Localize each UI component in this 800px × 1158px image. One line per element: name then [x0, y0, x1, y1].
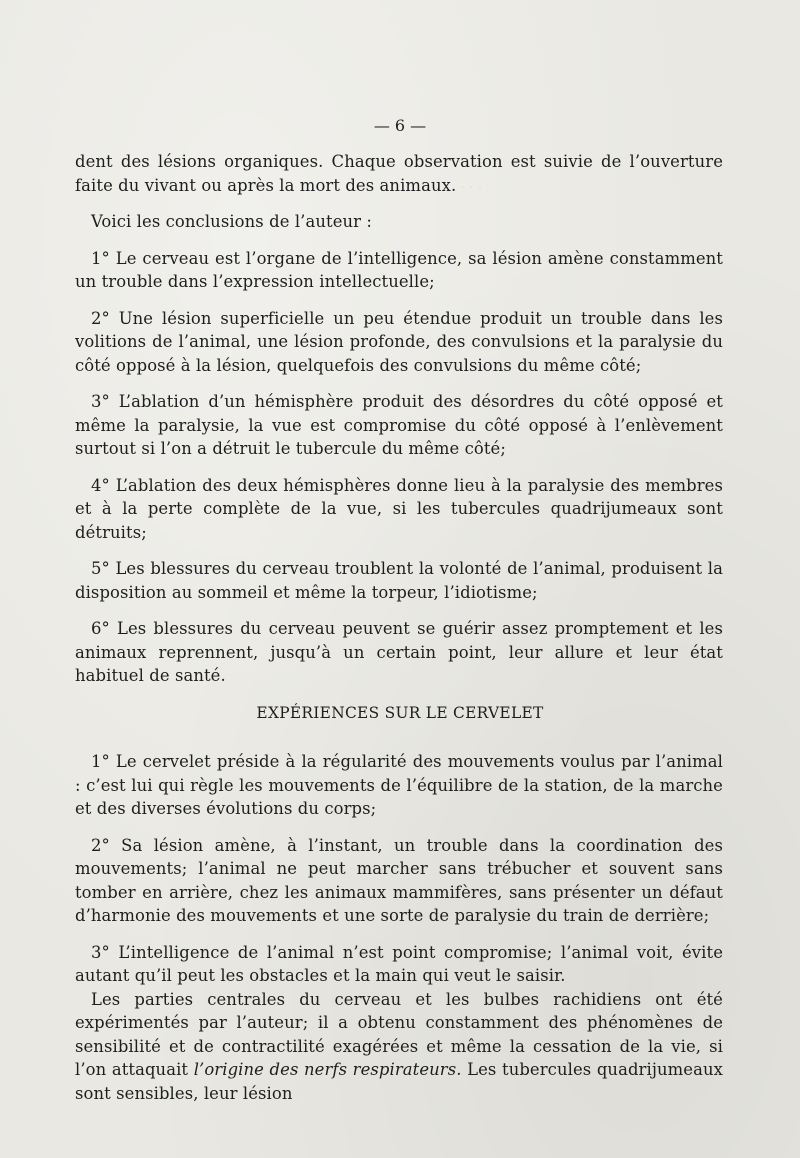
cervelet-2: 2° Sa lésion amène, à l’instant, un trouble dans la coordination des mouvements; l’animal ne peut marcher sans trébucher et souvent sans tomber en arrière, chez les animaux mammifères, sans présenter un défaut d’harmonie des mouvements et une sorte de paralysie du train de derrière; — [75, 835, 723, 925]
section-heading: EXPÉRIENCES SUR LE CERVELET — [256, 704, 544, 722]
conclusion-3: 3° L’ablation d’un hémisphère produit des désordres du côté opposé et même la paralysie, la vue est compromise du côté opposé à l’enlèvement surtout si l’on a détruit le tubercule du même côté; — [75, 392, 723, 458]
final-paragraph — [75, 988, 723, 1106]
cervelet-1: 1° Le cervelet préside à la régularité des mouvements voulus par l’animal : c’est lui qui règle les mouvements de l’équilibre de la station, de la marche et des diverses évolutions du corps; — [75, 752, 723, 818]
body-top — [75, 150, 723, 688]
bleed-through-mark: · · · — [460, 180, 483, 196]
final-text-start: Les parties centrales du cerveau et les bulbes rachidiens ont été expérimentés par l’auteur; il a obtenu constamment des phénomènes de sensibilité et de contractilité exagérées et même la cessation de la vie, si l’on attaquait — [75, 989, 723, 1079]
final-text-italic: l’origine des nerfs respirateurs. — [193, 1060, 462, 1079]
cervelet-3: 3° L’intelligence de l’animal n’est point compromise; l’animal voit, évite autant qu’il peut les obstacles et la main qui veut le saisir. — [75, 942, 723, 985]
conclusion-4: 4° L’ablation des deux hémisphères donne lieu à la paralysie des membres et à la perte complète de la vue, si les tubercules quadrijumeaux sont détruits; — [75, 475, 723, 542]
final-text-end: Les tubercules quadrijumeaux sont sensibles, leur lésion — [75, 1060, 723, 1103]
conclusion-1: 1° Le cerveau est l’organe de l’intelligence, sa lésion amène constamment un trouble dans l’expression intellectuelle; — [75, 248, 723, 291]
page-number: — 6 — — [373, 116, 427, 135]
conclusion-2: 2° Une lésion superficielle un peu étendue produit un trouble dans les volitions de l’animal, une lésion profonde, des convulsions et la paralysie du côté opposé à la lésion, quelquefois des convulsions du même côté; — [75, 308, 723, 375]
conclusion-5: 5° Les blessures du cerveau troublent la volonté de l’animal, produisent la disposition au sommeil et même la torpeur, l’idiotisme; — [75, 559, 723, 602]
body-bottom — [75, 750, 723, 1105]
paragraph-continuation: dent des lésions organiques. Chaque observation est suivie de l’ouverture faite du vivant ou après la mort des animaux. — [75, 152, 723, 195]
conclusion-6: 6° Les blessures du cerveau peuvent se guérir assez promptement et les animaux reprennent, jusqu’à un certain point, leur allure et leur état habituel de santé. — [75, 619, 723, 685]
paragraph-lead: Voici les conclusions de l’auteur : — [91, 212, 373, 231]
